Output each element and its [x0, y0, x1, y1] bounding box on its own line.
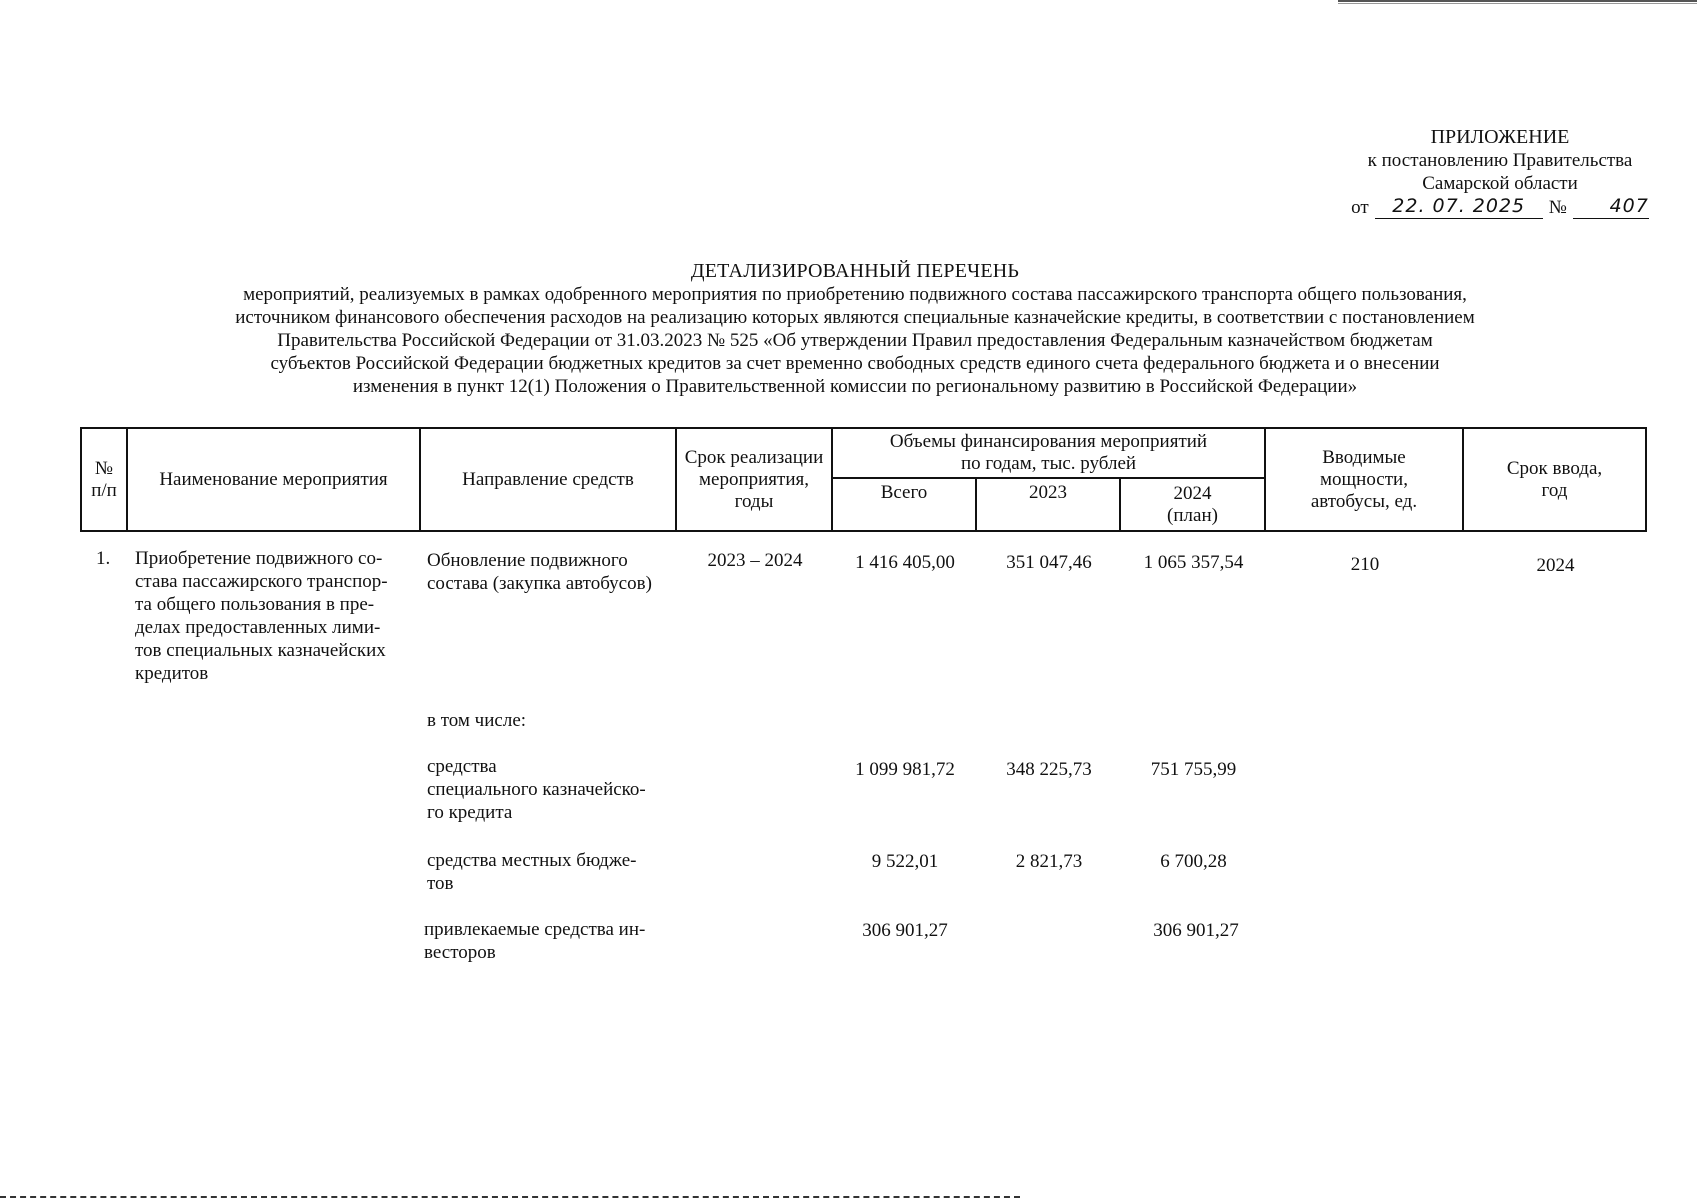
header-direction [421, 427, 677, 532]
direction-line: средства местных бюдже- [427, 850, 637, 871]
subrow-2023: 2 821,73 [1015, 851, 1083, 872]
handwritten-number: 407 [1573, 195, 1649, 219]
direction-line: специального казначейско- [427, 779, 646, 800]
scan-edge-line [1338, 3, 1697, 4]
header-funding [833, 427, 1266, 479]
activity-name-line: става пассажирского транспор- [135, 571, 388, 592]
subrow-direction [427, 755, 677, 824]
heading-line: изменения в пункт 12(1) Положения о Правительственной комиссии по региональному развитию в Российской Федерации» [352, 376, 1358, 397]
header-term [677, 427, 833, 532]
subrow-total: 306 901,27 [862, 920, 948, 941]
scan-edge-line [0, 1196, 1020, 1198]
heading-line: Правительства Российской Федерации от 31.03.2023 № 525 «Об утверждении Правил предоставления Федеральным казначейством бюджетам [277, 330, 1433, 351]
scan-edge-line [1338, 0, 1697, 2]
activity-name-line: делах предоставленных лими- [135, 617, 381, 638]
direction-line: весторов [424, 942, 496, 963]
heading-title: ДЕТАЛИЗИРОВАННЫЙ ПЕРЕЧЕНЬ [690, 260, 1020, 282]
document-heading [150, 260, 1560, 398]
heading-line: источником финансового обеспечения расходов на реализацию которых являются специальные казначейские кредиты, в соответствии с постановлением [235, 307, 1475, 328]
handwritten-date: 22. 07. 2025 [1375, 195, 1543, 219]
term-value: 2023 – 2024 [707, 550, 803, 571]
header-text: (план) [1167, 504, 1218, 526]
direction-line: средства [427, 756, 497, 777]
header-commission-year [1464, 427, 1647, 532]
activity-name-line: тов специальных казначейских [135, 640, 386, 661]
header-text: 2023 [1029, 482, 1067, 503]
header-text: по годам, тыс. рублей [960, 453, 1137, 474]
appendix-line: к постановлению Правительства [1367, 150, 1633, 171]
from-label: от [1351, 197, 1369, 218]
header-name [128, 427, 421, 532]
table-header [80, 427, 1647, 532]
direction-line: состава (закупка автобусов) [427, 573, 652, 594]
appendix-title: ПРИЛОЖЕНИЕ [1430, 126, 1570, 148]
direction-line: тов [427, 873, 454, 894]
appendix-line: Самарской области [1422, 173, 1578, 194]
activity-name [135, 547, 425, 685]
header-text: мероприятия, [698, 468, 809, 490]
header-capacity [1266, 427, 1464, 532]
header-text: Направление средств [462, 468, 634, 490]
value-2024: 1 065 357,54 [1143, 552, 1244, 573]
subrow-total: 1 099 981,72 [855, 759, 955, 780]
subrow-2023: 348 225,73 [1006, 759, 1092, 780]
header-text: Вводимые [1322, 446, 1406, 468]
header-text: № [94, 457, 114, 479]
appendix-block [1330, 126, 1670, 219]
appendix-date-number [1330, 195, 1670, 219]
header-text: годы [734, 490, 774, 512]
direction-line: Обновление подвижного [427, 550, 628, 571]
header-text: Всего [880, 482, 928, 503]
subrow-2024: 751 755,99 [1150, 759, 1237, 780]
header-text: Срок ввода, [1506, 457, 1603, 479]
header-text: Срок реализации [684, 446, 824, 468]
header-text: Наименование мероприятия [159, 468, 388, 490]
row-number: 1. [96, 548, 111, 569]
direction-line: го кредита [427, 802, 513, 823]
header-2023 [977, 479, 1121, 532]
number-label: № [1548, 197, 1567, 218]
activity-name-line: кредитов [135, 663, 209, 684]
direction-text [427, 549, 677, 595]
header-text: автобусы, ед. [1310, 490, 1418, 512]
subrow-direction [427, 849, 677, 895]
heading-line: субъектов Российской Федерации бюджетных кредитов за счет временно свободных средств единого счета федерального бюджета и о внесении [270, 353, 1440, 374]
header-text: 2024 [1173, 482, 1212, 504]
header-2024 [1121, 479, 1266, 532]
subrow-2024: 306 901,27 [1153, 920, 1239, 941]
capacity-value: 210 [1350, 554, 1380, 575]
value-2023: 351 047,46 [1006, 552, 1092, 573]
header-text: год [1541, 479, 1568, 501]
subrow-direction [424, 918, 677, 964]
header-text: мощности, [1320, 468, 1408, 490]
header-total [833, 479, 977, 532]
commission-year-value: 2024 [1536, 555, 1575, 576]
activity-name-line: та общего пользования в пре- [135, 594, 375, 615]
heading-line: мероприятий, реализуемых в рамках одобренного мероприятия по приобретению подвижного состава пассажирского транспорта общего пользования, [243, 284, 1467, 305]
header-text: Объемы финансирования мероприятий [889, 431, 1208, 452]
header-text: п/п [91, 479, 117, 501]
direction-line: привлекаемые средства ин- [424, 919, 646, 940]
subrow-total: 9 522,01 [871, 851, 939, 872]
including-label: в том числе: [427, 710, 527, 731]
header-num [80, 427, 128, 532]
total-value: 1 416 405,00 [855, 552, 955, 573]
activity-name-line: Приобретение подвижного со- [135, 548, 383, 569]
subrow-2024: 6 700,28 [1160, 851, 1227, 872]
